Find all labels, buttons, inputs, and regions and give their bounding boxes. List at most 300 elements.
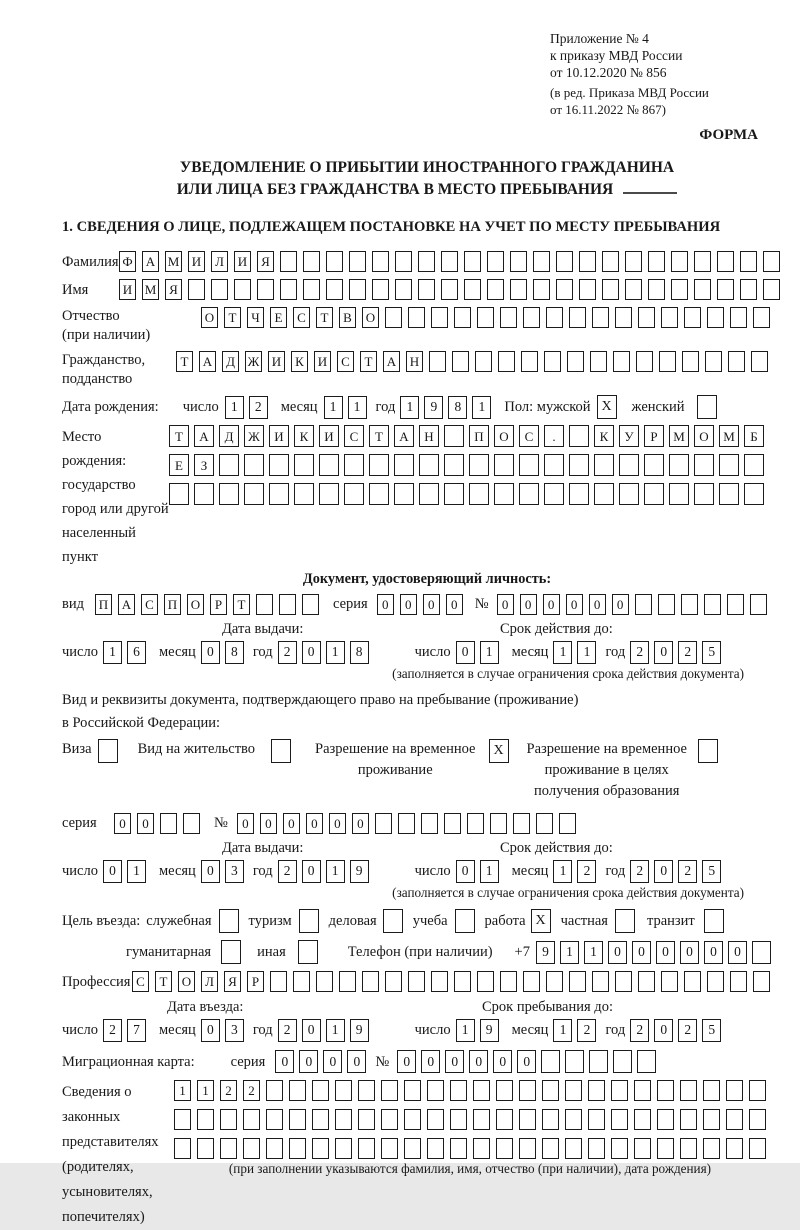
form-cell: 1 xyxy=(472,396,491,419)
visa-checkbox xyxy=(98,739,118,763)
form-cell xyxy=(464,251,481,272)
form-cell xyxy=(513,813,530,834)
purpose-other-label: иная xyxy=(257,944,286,960)
form-cell xyxy=(234,279,251,300)
form-cell xyxy=(194,483,214,505)
given-name-label: Имя xyxy=(62,282,89,298)
sex-female-checkbox xyxy=(697,395,717,419)
expiry-date-group xyxy=(415,640,722,664)
form-cell: М xyxy=(669,425,689,447)
form-cell xyxy=(219,483,239,505)
form-cell: 0 xyxy=(397,1050,416,1073)
form-cell: А xyxy=(118,594,135,615)
form-cell xyxy=(496,1080,513,1101)
form-cell: Б xyxy=(744,425,764,447)
form-cell xyxy=(544,454,564,476)
stay-doc-intro: Вид и реквизиты документа, подтверждающего право на пребывание (проживание) в Российской Федерации: xyxy=(62,692,579,731)
identity-doc-date-headers xyxy=(62,621,792,640)
purpose-humanitarian-label: гуманитарная xyxy=(126,944,212,960)
form-cell: 0 xyxy=(608,941,627,964)
form-cell xyxy=(749,1138,766,1159)
form-cell xyxy=(763,251,780,272)
form-cell xyxy=(349,279,366,300)
form-cell: Е xyxy=(270,307,287,328)
form-cell xyxy=(588,1109,605,1130)
entry-month-cells xyxy=(201,1019,244,1042)
form-cell xyxy=(658,594,675,615)
stay-doc-date-headers xyxy=(62,840,792,859)
form-cell xyxy=(358,1109,375,1130)
stay-expiry-date-group xyxy=(415,859,722,883)
form-cell xyxy=(592,971,609,992)
form-cell: 1 xyxy=(577,641,596,664)
expiry-year-cells xyxy=(630,641,721,664)
form-cell xyxy=(569,307,586,328)
birth-date-row xyxy=(62,395,792,419)
entry-day-cells xyxy=(103,1019,146,1042)
form-cell xyxy=(349,251,366,272)
form-cell xyxy=(316,971,333,992)
form-cell: 2 xyxy=(278,641,297,664)
form-cell xyxy=(469,483,489,505)
day-label: число xyxy=(62,863,98,879)
phone-label: Телефон (при наличии) xyxy=(347,944,493,960)
form-cell: Н xyxy=(406,351,423,372)
form-cell: И xyxy=(119,279,136,300)
form-cell: М xyxy=(719,425,739,447)
form-cell xyxy=(625,279,642,300)
form-cell: Ф xyxy=(119,251,136,272)
form-cell: 0 xyxy=(446,594,463,615)
form-cell: Л xyxy=(201,971,218,992)
surname-cells xyxy=(119,251,780,272)
form-cell: 1 xyxy=(103,641,122,664)
form-cell: 1 xyxy=(225,396,244,419)
form-cell xyxy=(565,1080,582,1101)
form-cell: С xyxy=(519,425,539,447)
form-cell: Я xyxy=(165,279,182,300)
form-cell: 2 xyxy=(577,1019,596,1042)
form-cell xyxy=(394,454,414,476)
form-cell xyxy=(494,454,514,476)
entry-dates xyxy=(62,1018,792,1042)
form-cell: П xyxy=(95,594,112,615)
form-cell xyxy=(358,1138,375,1159)
representatives-row1 xyxy=(174,1080,766,1101)
form-cell xyxy=(657,1138,674,1159)
expiry-note: (заполняется в случае ограничения срока действия документа) xyxy=(392,885,744,900)
form-cell xyxy=(521,351,538,372)
issue-day-cells xyxy=(103,641,146,664)
form-cell: 0 xyxy=(543,594,560,615)
form-cell xyxy=(279,594,296,615)
form-cell: О xyxy=(178,971,195,992)
form-cell: 1 xyxy=(326,860,345,883)
form-cell xyxy=(638,971,655,992)
form-cell xyxy=(671,279,688,300)
surname-row xyxy=(62,251,792,273)
form-cell xyxy=(704,594,721,615)
form-cell xyxy=(589,1050,608,1073)
form-cell xyxy=(269,454,289,476)
year-label: год xyxy=(252,644,273,660)
identity-doc-heading: Документ, удостоверяющий личность: xyxy=(302,571,552,587)
form-cell xyxy=(270,971,287,992)
purpose-tourism-checkbox xyxy=(299,909,319,933)
form-cell xyxy=(427,1138,444,1159)
form-cell xyxy=(496,1109,513,1130)
form-cell xyxy=(703,1080,720,1101)
form-cell xyxy=(719,483,739,505)
form-cell xyxy=(266,1138,283,1159)
form-cell: 6 xyxy=(127,641,146,664)
form-cell xyxy=(427,1109,444,1130)
form-cell xyxy=(289,1080,306,1101)
form-cell xyxy=(362,971,379,992)
form-cell xyxy=(302,594,319,615)
form-cell xyxy=(394,483,414,505)
form-cell xyxy=(244,483,264,505)
temporary-residence-option xyxy=(315,739,508,781)
form-cell: 9 xyxy=(350,1019,369,1042)
form-cell xyxy=(487,251,504,272)
given-name-cells xyxy=(119,279,780,300)
form-cell xyxy=(705,351,722,372)
form-cell xyxy=(717,279,734,300)
month-label: месяц xyxy=(158,1022,196,1038)
form-cell xyxy=(730,971,747,992)
form-cell: 0 xyxy=(520,594,537,615)
profession-cells xyxy=(132,971,770,992)
form-cell xyxy=(450,1109,467,1130)
form-cell xyxy=(565,1050,584,1073)
form-cell xyxy=(256,594,273,615)
form-cell xyxy=(519,483,539,505)
form-cell: 1 xyxy=(174,1080,191,1101)
form-cell xyxy=(638,307,655,328)
form-cell xyxy=(174,1138,191,1159)
form-cell xyxy=(684,971,701,992)
amendment-line: (в ред. Приказа МВД России xyxy=(550,85,709,100)
purpose-business xyxy=(329,909,403,933)
purpose-private-label: частная xyxy=(560,913,608,929)
doc-kind-cells xyxy=(95,594,319,615)
form-cell xyxy=(546,971,563,992)
form-cell: 5 xyxy=(702,860,721,883)
residence-permit-label: Вид на жительство xyxy=(137,741,256,757)
form-cell xyxy=(744,454,764,476)
form-cell xyxy=(569,454,589,476)
form-cell xyxy=(395,251,412,272)
year-label: год xyxy=(605,863,626,879)
purpose-study-checkbox xyxy=(455,909,475,933)
form-cell: 8 xyxy=(225,641,244,664)
form-cell xyxy=(726,1138,743,1159)
purpose-work xyxy=(485,909,551,933)
form-cell xyxy=(469,454,489,476)
form-cell xyxy=(567,351,584,372)
form-cell: А xyxy=(194,425,214,447)
form-cell xyxy=(657,1109,674,1130)
form-cell: Д xyxy=(219,425,239,447)
stay-number-cells xyxy=(237,813,576,834)
year-label: год xyxy=(375,399,396,415)
form-cell xyxy=(669,454,689,476)
form-cell xyxy=(615,307,632,328)
form-cell: 0 xyxy=(654,1019,673,1042)
form-cell xyxy=(419,454,439,476)
form-cell xyxy=(398,813,415,834)
form-cell: 2 xyxy=(630,1019,649,1042)
form-cell xyxy=(408,971,425,992)
form-cell xyxy=(452,351,469,372)
form-cell: О xyxy=(694,425,714,447)
form-cell xyxy=(404,1138,421,1159)
form-cell xyxy=(592,307,609,328)
patronymic-label: Отчество (при наличии) xyxy=(62,308,151,343)
form-cell xyxy=(266,1080,283,1101)
form-cell xyxy=(565,1138,582,1159)
surname-label: Фамилия xyxy=(62,254,119,270)
form-cell xyxy=(358,1080,375,1101)
form-cell xyxy=(594,454,614,476)
form-cell: 2 xyxy=(278,1019,297,1042)
form-cell: 0 xyxy=(612,594,629,615)
form-cell xyxy=(477,307,494,328)
form-cell: 0 xyxy=(302,1019,321,1042)
form-cell xyxy=(740,279,757,300)
form-cell: И xyxy=(269,425,289,447)
day-label: число xyxy=(62,1022,98,1038)
form-cell xyxy=(703,1109,720,1130)
form-cell xyxy=(257,279,274,300)
form-cell xyxy=(197,1138,214,1159)
form-cell: 0 xyxy=(323,1050,342,1073)
form-cell xyxy=(744,483,764,505)
issue-date-group xyxy=(62,640,369,664)
phone-prefix: +7 xyxy=(514,944,530,960)
purpose-official-checkbox xyxy=(219,909,239,933)
form-cell xyxy=(294,454,314,476)
form-cell: 0 xyxy=(201,1019,220,1042)
form-cell: 0 xyxy=(103,860,122,883)
form-cell xyxy=(749,1080,766,1101)
form-cell xyxy=(533,251,550,272)
form-cell xyxy=(556,279,573,300)
form-cell: . xyxy=(544,425,564,447)
form-cell xyxy=(335,1109,352,1130)
form-cell xyxy=(312,1109,329,1130)
issue-month-cells xyxy=(201,641,244,664)
form-cell: О xyxy=(187,594,204,615)
form-cell: Р xyxy=(644,425,664,447)
form-cell: 0 xyxy=(456,641,475,664)
expiry-date-header: Срок действия до: xyxy=(500,621,613,637)
form-cell xyxy=(500,307,517,328)
until-month-cells xyxy=(553,1019,596,1042)
form-cell xyxy=(619,483,639,505)
form-cell xyxy=(542,1080,559,1101)
form-cell xyxy=(579,279,596,300)
form-cell: 1 xyxy=(127,860,146,883)
citizenship-label: Гражданство, подданство xyxy=(62,352,146,387)
form-cell xyxy=(637,1050,656,1073)
form-cell xyxy=(556,251,573,272)
form-cell xyxy=(404,1109,421,1130)
birth-month-cells xyxy=(324,396,367,419)
appendix-line: к приказу МВД России xyxy=(550,48,683,63)
form-cell xyxy=(335,1080,352,1101)
form-cell xyxy=(602,251,619,272)
form-cell xyxy=(659,351,676,372)
form-cell: А xyxy=(383,351,400,372)
form-cell: 0 xyxy=(352,813,369,834)
form-cell xyxy=(523,971,540,992)
form-cell xyxy=(751,351,768,372)
form-cell: С xyxy=(293,307,310,328)
form-cell: Е xyxy=(169,454,189,476)
temporary-residence-label: Разрешение на временное проживание xyxy=(315,741,476,778)
form-cell: И xyxy=(268,351,285,372)
stay-expiry-year-cells xyxy=(630,860,721,883)
form-cell xyxy=(681,594,698,615)
form-cell: 1 xyxy=(326,641,345,664)
form-cell xyxy=(569,425,589,447)
form-cell xyxy=(289,1109,306,1130)
expiry-day-cells xyxy=(456,641,499,664)
form-cell xyxy=(183,813,200,834)
form-cell: 9 xyxy=(536,941,555,964)
form-cell xyxy=(326,251,343,272)
form-cell: 0 xyxy=(456,860,475,883)
form-cell xyxy=(441,251,458,272)
form-cell: Т xyxy=(169,425,189,447)
form-cell xyxy=(661,307,678,328)
purpose-humanitarian xyxy=(126,940,241,964)
profession-row xyxy=(62,971,792,993)
identity-doc-dates xyxy=(62,640,792,664)
legal-reference xyxy=(550,30,792,118)
doc-number-label: № xyxy=(474,596,489,612)
form-cell: 0 xyxy=(421,1050,440,1073)
purpose-tourism xyxy=(249,909,319,933)
migration-number-cells xyxy=(397,1050,656,1073)
form-cell xyxy=(372,279,389,300)
form-cell: Р xyxy=(210,594,227,615)
form-cell: 1 xyxy=(324,396,343,419)
phone-cells xyxy=(536,941,771,964)
form-cell: 5 xyxy=(702,1019,721,1042)
form-cell xyxy=(648,251,665,272)
form-cell xyxy=(634,1080,651,1101)
form-cell: 0 xyxy=(493,1050,512,1073)
form-cell xyxy=(385,307,402,328)
issue-date-header: Дата выдачи: xyxy=(222,840,304,856)
birth-day-cells xyxy=(225,396,268,419)
birth-date-label: Дата рождения: xyxy=(62,399,159,415)
purpose-work-checkbox: X xyxy=(531,909,551,933)
form-cell xyxy=(473,1109,490,1130)
temporary-residence-checkbox: X xyxy=(489,739,509,763)
form-cell: К xyxy=(294,425,314,447)
form-cell xyxy=(369,483,389,505)
form-cell: 2 xyxy=(249,396,268,419)
doc-series-cells xyxy=(377,594,463,615)
form-cell xyxy=(703,1138,720,1159)
entry-date-headers xyxy=(62,999,792,1018)
birthplace-cell-rows xyxy=(169,425,764,505)
purpose-official-label: служебная xyxy=(146,913,212,929)
form-cell xyxy=(289,1138,306,1159)
month-label: месяц xyxy=(158,644,196,660)
sex-male-checkbox: X xyxy=(597,395,617,419)
form-cell xyxy=(615,971,632,992)
form-cell: 2 xyxy=(103,1019,122,1042)
form-cell xyxy=(611,1138,628,1159)
form-cell: С xyxy=(344,425,364,447)
form-cell: 2 xyxy=(678,1019,697,1042)
form-cell xyxy=(544,483,564,505)
form-cell: 1 xyxy=(553,860,572,883)
form-cell: 0 xyxy=(302,641,321,664)
form-cell: 2 xyxy=(278,860,297,883)
form-cell xyxy=(680,1080,697,1101)
form-cell xyxy=(498,351,515,372)
form-cell xyxy=(569,483,589,505)
month-label: месяц xyxy=(280,399,318,415)
form-cell: В xyxy=(339,307,356,328)
form-cell: 0 xyxy=(632,941,651,964)
form-cell xyxy=(707,307,724,328)
form-cell xyxy=(174,1109,191,1130)
form-cell: Д xyxy=(222,351,239,372)
entry-year-cells xyxy=(278,1019,369,1042)
form-cell xyxy=(312,1080,329,1101)
stay-doc-series-row xyxy=(62,812,792,834)
purpose-other-checkbox xyxy=(298,940,318,964)
form-cell xyxy=(431,307,448,328)
form-cell xyxy=(381,1109,398,1130)
form-cell: У xyxy=(619,425,639,447)
patronymic-cells xyxy=(201,307,770,328)
form-cell xyxy=(519,454,539,476)
form-cell xyxy=(634,1138,651,1159)
form-cell: О xyxy=(494,425,514,447)
form-cell xyxy=(339,971,356,992)
form-cell xyxy=(569,971,586,992)
form-cell xyxy=(419,483,439,505)
form-cell xyxy=(753,971,770,992)
form-cell xyxy=(303,251,320,272)
purpose-private-checkbox xyxy=(615,909,635,933)
form-cell xyxy=(188,279,205,300)
month-label: месяц xyxy=(511,863,549,879)
form-cell xyxy=(395,279,412,300)
form-cell xyxy=(728,351,745,372)
form-cell xyxy=(441,279,458,300)
form-cell xyxy=(344,454,364,476)
title-blank-line xyxy=(623,182,677,194)
migration-number-label: № xyxy=(375,1053,390,1070)
purpose-label: Цель въезда: xyxy=(62,913,141,929)
form-cell: Т xyxy=(369,425,389,447)
form-cell: 0 xyxy=(680,941,699,964)
form-cell xyxy=(763,279,780,300)
form-cell: Т xyxy=(176,351,193,372)
form-cell xyxy=(280,279,297,300)
purpose-private xyxy=(561,909,635,933)
form-cell: 0 xyxy=(137,813,154,834)
